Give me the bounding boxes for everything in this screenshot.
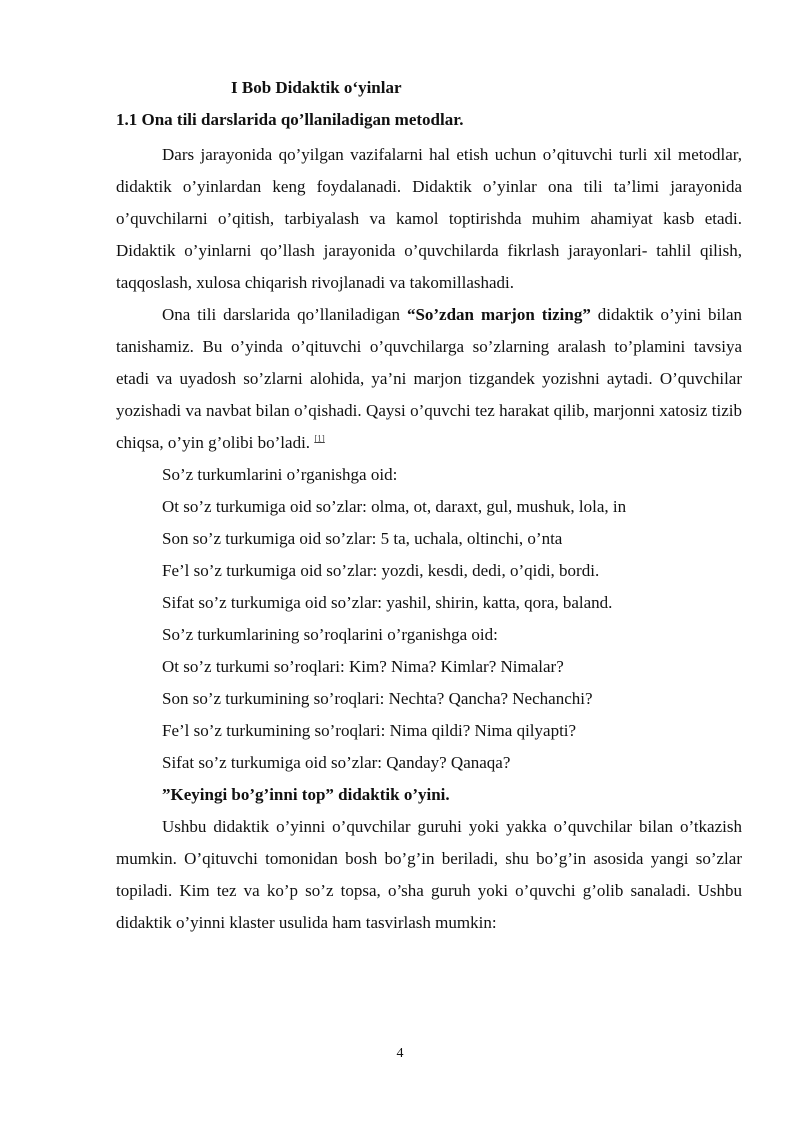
list-line: Fe’l so’z turkumining so’roqlari: Nima qildi? Nima qilyapti? xyxy=(162,721,577,740)
paragraph-final: Ushbu didaktik o’yinni o’quvchilar guruhi yoki yakka o’quvchilar bilan o’tkazish mumkin. O’qituvchi tomonidan bosh bo’g’in beriladi, shu bo’g’in asosida yangi so’zlar topiladi. Kim tez va ko’p so’z topsa, o’sha guruh yoki o’quvchi g’olib sanaladi. Ushbu didaktik o’yinni klaster usulida ham tasvirlash mumkin: xyxy=(116,817,742,932)
page-number: 4 xyxy=(396,1046,404,1061)
list-line: Sifat so’z turkumiga oid so’zlar: Qanday? Qanaqa? xyxy=(162,753,511,772)
list-line: Fe’l so’z turkumiga oid so’zlar: yozdi, kesdi, dedi, o’qidi, bordi. xyxy=(162,561,600,580)
paragraph-game-description xyxy=(116,299,742,459)
list-line: So’z turkumlarini o’rganishga oid: xyxy=(162,465,398,484)
document-body xyxy=(116,139,742,939)
paragraph-text-end: didaktik o’yini bilan tanishamiz. Bu o’yinda o’qituvchi o’quvchilarga so’zlarning aralash to’plamini tavsiya etadi va uyadosh so’zlarni alohida, ya’ni marjon tizgandek yozishni aytadi. O’quvchilar yozishadi va navbat bilan o’qishadi. Qaysi o’quvchi tez harakat qilib, marjonni xatosiz tizib chiqsa, o’yin g’olibi bo’ladi. xyxy=(116,305,742,452)
list-line: Ot so’z turkumi so’roqlari: Kim? Nima? Kimlar? Nimalar? xyxy=(162,657,564,676)
list-line: Son so’z turkumining so’roqlari: Nechta? Qancha? Nechanchi? xyxy=(162,689,593,708)
game-title-bold: “So’zdan marjon tizing” xyxy=(406,305,591,324)
chapter-title: I Bob Didaktik o‘yinlar xyxy=(231,78,402,97)
subheading: ”Keyingi bo’g’inni top” didaktik o’yini. xyxy=(162,785,450,804)
section-title: 1.1 Ona tili darslarida qo’llaniladigan metodlar. xyxy=(116,110,464,129)
paragraph-text-start: Ona tili darslarida qo’llaniladigan xyxy=(162,305,407,324)
list-line: So’z turkumlarining so’roqlarini o’rganishga oid: xyxy=(162,625,498,644)
list-line: Ot so’z turkumiga oid so’zlar: olma, ot, daraxt, gul, mushuk, lola, in xyxy=(162,497,627,516)
paragraph-intro: Dars jarayonida qo’yilgan vazifalarni hal etish uchun o’qituvchi turli xil metodlar, didaktik o’yinlardan keng foydalanadi. Didaktik o’yinlar ona tili ta’limi jarayonida o’quvchilarni o’qitish, tarbiyalash va kamol toptirishda muhim ahamiyat kasb etadi. Didaktik o’yinlarni qo’llash jarayonida o’quvchilarda fikrlash jarayonlari- tahlil qilish, taqqoslash, xulosa chiqarish rivojlanadi va takomillashadi. xyxy=(116,145,742,292)
list-line: Sifat so’z turkumiga oid so’zlar: yashil, shirin, katta, qora, baland. xyxy=(162,593,613,612)
list-line: Son so’z turkumiga oid so’zlar: 5 ta, uchala, oltinchi, o’nta xyxy=(162,529,563,548)
footnote-link[interactable]: [1] xyxy=(314,433,325,444)
